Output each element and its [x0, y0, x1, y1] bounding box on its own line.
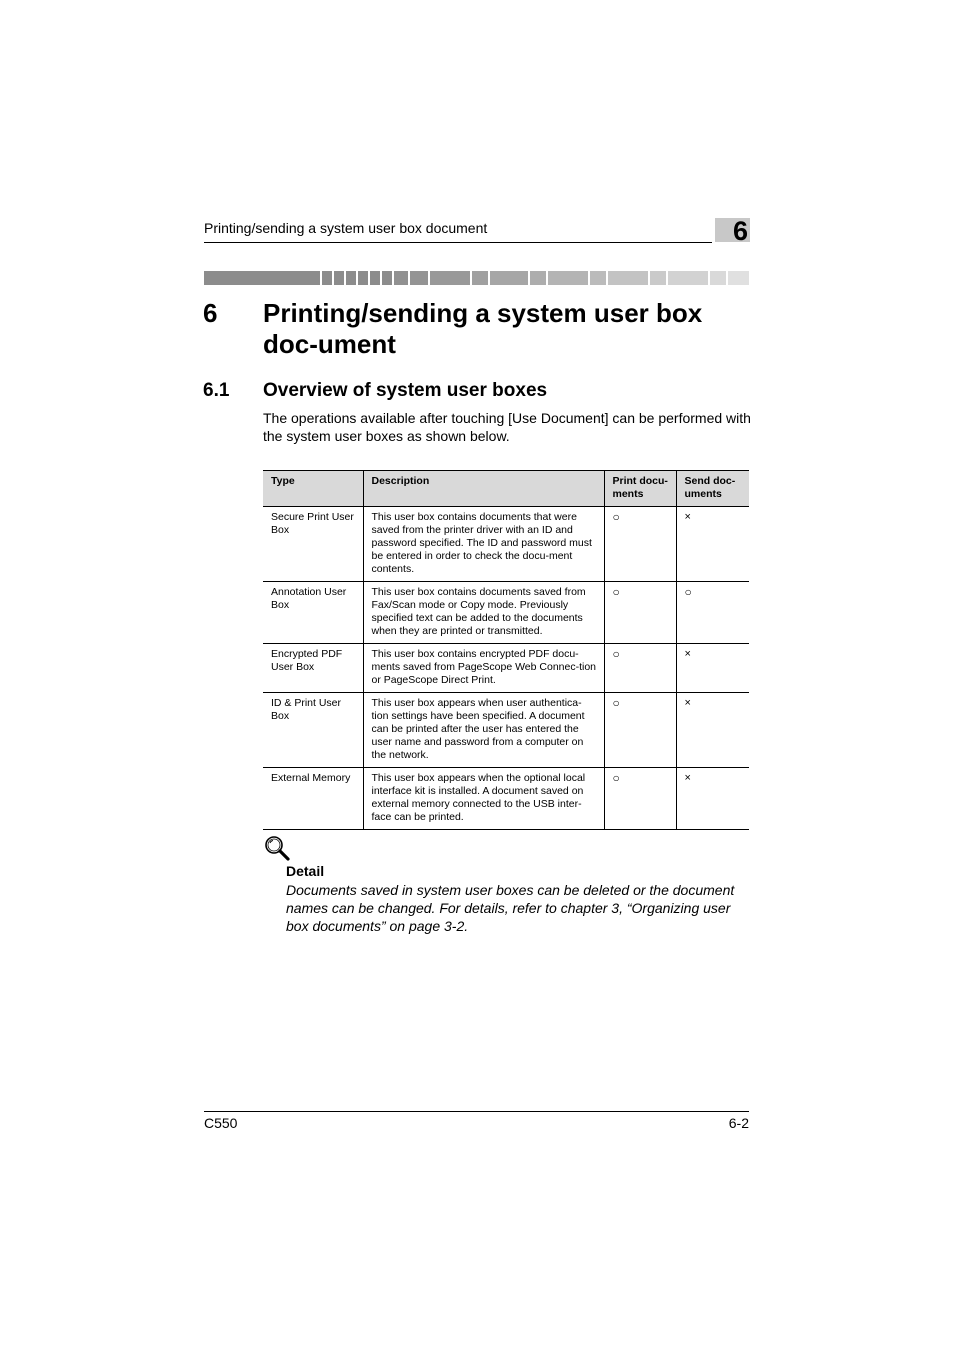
- chapter-title: Printing/sending a system user box doc-ument: [263, 298, 703, 359]
- cell-type: Annotation User Box: [263, 582, 363, 644]
- table-row: [263, 768, 749, 830]
- cell-description: This user box contains documents that were saved from the printer driver with an ID and password specified. The ID and password must be entered in order to check the docu-ment contents.: [363, 507, 604, 582]
- table-row: [263, 693, 749, 768]
- running-header-title: Printing/sending a system user box document: [204, 220, 488, 236]
- detail-label: Detail: [286, 863, 325, 879]
- cell-print: ○: [604, 582, 676, 644]
- section-number: 6.1: [203, 380, 230, 401]
- header-rule: [204, 242, 712, 243]
- cell-print: ○: [604, 768, 676, 830]
- cell-send: ×: [676, 644, 749, 693]
- col-header-send: Send doc-uments: [676, 471, 749, 507]
- cell-description: This user box contains encrypted PDF docu-ments saved from PageScope Web Connec-tion or PageScope Direct Print.: [363, 644, 604, 693]
- col-header-print: Print docu-ments: [604, 471, 676, 507]
- cell-send: ×: [676, 507, 749, 582]
- cell-type: Encrypted PDF User Box: [263, 644, 363, 693]
- cell-print: ○: [604, 693, 676, 768]
- cell-send: ○: [676, 582, 749, 644]
- cell-type: ID & Print User Box: [263, 693, 363, 768]
- cell-type: Secure Print User Box: [263, 507, 363, 582]
- section-title: Overview of system user boxes: [263, 380, 548, 401]
- user-box-table: [263, 470, 749, 830]
- table-row: [263, 644, 749, 693]
- footer-page-number: 6-2: [728, 1115, 749, 1131]
- table-header-row: [263, 471, 749, 507]
- cell-print: ○: [604, 644, 676, 693]
- table-row: [263, 582, 749, 644]
- cell-description: This user box appears when the optional local interface kit is installed. A document saved on external memory connected to the USB inter-face can be printed.: [363, 768, 604, 830]
- cell-print: ○: [604, 507, 676, 582]
- footer-model: C550: [204, 1115, 238, 1131]
- col-header-type: Type: [263, 471, 363, 507]
- footer-rule: [204, 1111, 749, 1112]
- chapter-decorative-band: [204, 271, 749, 285]
- col-header-description: Description: [363, 471, 604, 507]
- cell-description: This user box appears when user authentica-tion settings have been specified. A document can be printed after the user has entered the user name and password from a computer on the network.: [363, 693, 604, 768]
- cell-send: ×: [676, 768, 749, 830]
- intro-paragraph: The operations available after touching [Use Document] can be performed with the system user boxes as shown below.: [263, 410, 751, 444]
- chapter-badge-number: 6: [733, 216, 749, 246]
- cell-send: ×: [676, 693, 749, 768]
- cell-description: This user box contains documents saved from Fax/Scan mode or Copy mode. Previously specified text can be added to the documents when they are printed or transmitted.: [363, 582, 604, 644]
- magnifier-icon: [263, 834, 291, 862]
- chapter-number: 6: [203, 298, 218, 328]
- detail-text: Documents saved in system user boxes can be deleted or the document names can be changed. For details, refer to chapter 3, “Organizing user box documents” on page 3-2.: [286, 882, 735, 934]
- table-row: [263, 507, 749, 582]
- cell-type: External Memory: [263, 768, 363, 830]
